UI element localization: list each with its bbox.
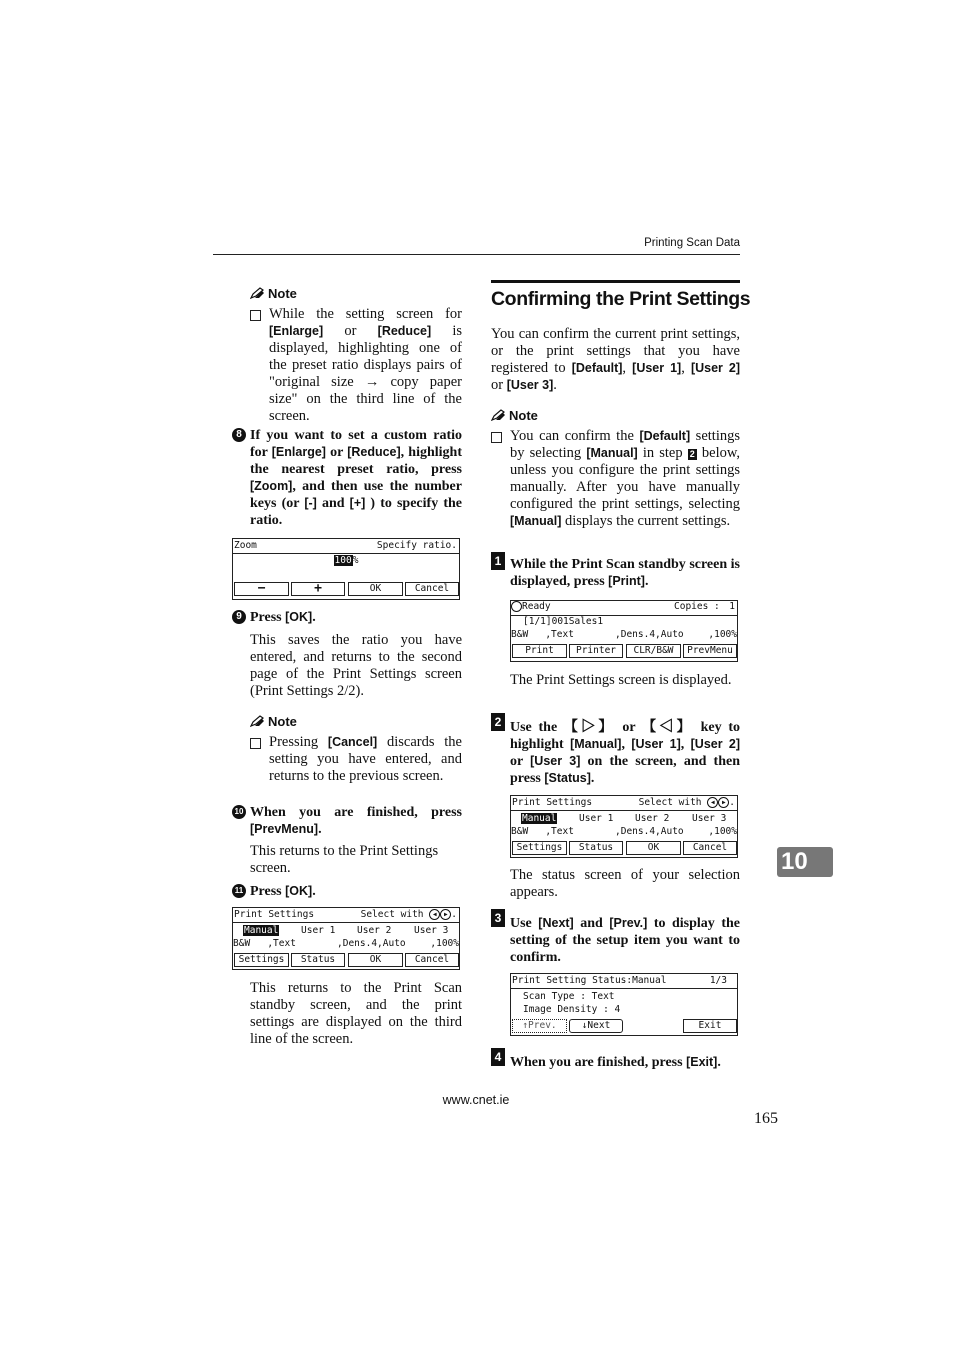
screen-prompt: Specify ratio. [376,540,457,551]
print-settings-screen [510,795,738,858]
minus-button[interactable]: − [234,582,289,596]
left-arrow-key-icon: ◀ [429,909,440,920]
pencil-icon [250,715,265,727]
option-user-2[interactable]: User 2 [635,813,670,824]
cancel-button[interactable]: Cancel [683,841,737,855]
option-manual[interactable]: Manual [522,813,557,824]
step-11: 11 Press [OK]. [232,883,462,900]
right-key-icon: 【▷】 [563,720,616,735]
note-heading: Note [250,283,462,302]
step-9: 9 Press [OK]. [232,609,462,626]
clr-bw-button[interactable]: CLR/B&W [626,644,681,658]
option-user-1[interactable]: User 1 [579,813,614,824]
step-number-badge: 11 [232,884,246,898]
step-11-description: This returns to the Print Scan standby screen, and the print settings are displayed on the third line of the screen. [250,980,462,1047]
step-3: 3 Use [Next] and [Prev.] to display the setting of the setup item you want to confirm. [491,909,740,966]
print-settings-screen [232,907,460,970]
next-button[interactable]: ↓Next [569,1019,623,1033]
ratio-unit: % [352,555,359,566]
ready-icon [511,601,522,612]
setting-line-mid: ,Dens.4,Auto [337,938,406,949]
step-number-badge: 1 [491,552,505,570]
page-indicator: 1/3 [709,975,727,986]
right-arrow-key-icon: ▶ [718,797,729,808]
setting-line-mid: ,Dens.4,Auto [615,629,684,640]
chapter-tab [777,847,833,877]
step-number-badge: 2 [491,713,505,731]
left-key-icon: 【◁】 [642,720,694,735]
step-number-badge: 9 [232,610,246,624]
note-2-text: Pressing [Cancel] discards the setting you have entered, and returns to the previous screen. [250,734,462,785]
cancel-button[interactable]: Cancel [405,582,459,596]
step-number-badge: 10 [232,805,246,819]
option-manual[interactable]: Manual [244,925,279,936]
setting-line-left: B&W ,Text [233,938,296,949]
option-user-2[interactable]: User 2 [357,925,392,936]
settings-button[interactable]: Settings [512,841,567,855]
setting-line-mid: ,Dens.4,Auto [615,826,684,837]
plus-button[interactable]: + [291,582,345,596]
checkbox-bullet-icon [491,432,502,443]
step-ref-badge: 2 [689,449,695,459]
prev-button[interactable]: ↑Prev. [512,1019,567,1033]
ok-button[interactable]: OK [348,953,403,967]
header-rule [213,254,740,255]
note-3-text: You can confirm the [Default] settings by selecting [Manual] in step 2 below, unless you configure the print settings manually. After you have manually configured the print settings, selecting [Manual] displays the current settings. [491,428,740,530]
option-user-1[interactable]: User 1 [301,925,336,936]
status-screen [510,973,738,1036]
screen-title: Print Setting Status:Manual [512,975,667,986]
status-line-2: Image Density : 4 [523,1004,621,1015]
setting-line-right: ,100% [708,629,737,640]
setting-line-left: B&W ,Text [511,826,574,837]
step-number-badge: 3 [491,909,505,927]
note-heading: Note [491,405,740,424]
step-number-badge: 8 [232,428,246,442]
ok-button[interactable]: OK [348,582,403,596]
zoom-screen [232,538,460,600]
prevmenu-button[interactable]: PrevMenu [683,644,737,658]
ratio-value: 100 [334,555,352,566]
running-header: Printing Scan Data [644,237,740,249]
status-button[interactable]: Status [569,841,623,855]
note-2 [250,711,462,785]
right-arrow-key-icon: ▶ [440,909,451,920]
step-number-badge: 4 [491,1048,505,1066]
step-2-description: The status screen of your selection appears. [510,867,740,900]
option-user-3[interactable]: User 3 [414,925,449,936]
pencil-icon [250,287,265,299]
step-10-description: This returns to the Print Settings screen. [250,843,439,876]
step-1-description: The Print Settings screen is displayed. [510,672,732,688]
screen-title: Zoom [234,540,257,551]
settings-button[interactable]: Settings [234,953,289,967]
screen-title: Print Settings [512,797,593,808]
step-2: 2 Use the 【▷】 or 【◁】 key to highlight [Manual], [User 1], [User 2] or [User 3] on the screen, and then press [Status]. [491,713,740,787]
section-heading: Confirming the Print Settings [491,288,751,310]
checkbox-bullet-icon [250,310,261,321]
copies-value: 1 [729,601,735,612]
exit-button[interactable]: Exit [683,1019,737,1033]
ready-status: Ready [511,601,551,612]
standby-screen [510,600,738,662]
cancel-button[interactable]: Cancel [405,953,459,967]
pencil-icon [491,409,506,421]
setting-line-right: ,100% [708,826,737,837]
note-1-text: While the setting screen for [Enlarge] or [Reduce] is displayed, highlighting one of the preset ratio displays pairs of "original size → copy paper size" on the third line of the screen. [250,306,462,425]
status-line-1: Scan Type : Text [523,991,615,1002]
step-9-description: This saves the ratio you have entered, and returns to the second page of the Print Settings screen (Print Settings 2/2). [250,632,462,699]
checkbox-bullet-icon [250,738,261,749]
screen-prompt: Select with ◀ ▶ . [360,909,457,920]
left-arrow-key-icon: ◀ [707,797,718,808]
setting-line-right: ,100% [430,938,459,949]
status-button[interactable]: Status [291,953,345,967]
setting-line-left: B&W ,Text [511,629,574,640]
option-user-3[interactable]: User 3 [692,813,727,824]
step-10: 10 When you are finished, press [PrevMenu]. [232,804,462,838]
screen-title: Print Settings [234,909,315,920]
section-rule [491,280,740,283]
print-button[interactable]: Print [512,644,567,658]
file-line: [1/1]001Sales1 [523,616,604,627]
note-3 [491,405,740,530]
ok-button[interactable]: OK [626,841,681,855]
screen-prompt: Select with ◀ ▶ . [638,797,735,808]
printer-button[interactable]: Printer [569,644,623,658]
step-4: 4 When you are finished, press [Exit]. [491,1048,740,1071]
step-1: 1 While the Print Scan standby screen is displayed, press [Print]. [491,552,740,590]
step-8: 8 If you want to set a custom ratio for [Enlarge] or [Reduce], highlight the nearest preset ratio, press [Zoom], and then use the number keys (or [-] and [+] ) to specify the ratio. [232,427,462,529]
section-intro: You can confirm the current print settings, or the print settings that you have registered to [Default], [User 1], [User 2] or [User 3]. [491,326,740,393]
note-heading: Note [250,711,462,730]
note-1 [250,283,462,425]
chapter-number: 10 [781,848,808,875]
copies-label: Copies : [674,601,720,612]
page-number: 165 [754,1110,778,1127]
footer-url[interactable]: www.cnet.ie [442,1093,510,1107]
